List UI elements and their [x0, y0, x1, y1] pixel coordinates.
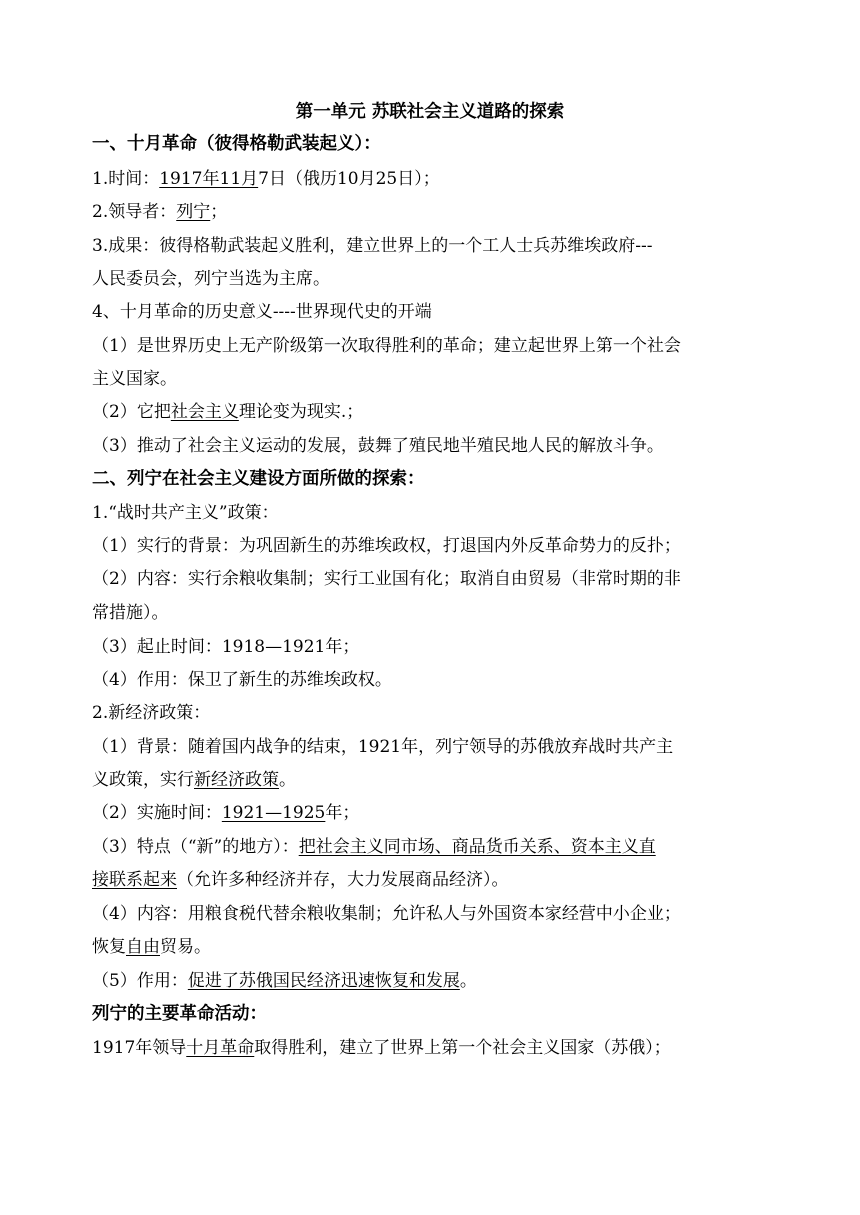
- activity-underlined: 十月革命: [186, 1038, 255, 1058]
- nep2-underlined: 1921—1925: [221, 803, 326, 823]
- significance-1-line-1: （1）是世界历史上无产阶级第一次取得胜利的革命；建立起世界上第一个社会: [92, 336, 681, 356]
- nep3-underlined-2: 接联系起来: [92, 870, 177, 890]
- nep1-prefix: 义政策，实行: [92, 770, 194, 790]
- leader-prefix: 2.领导者：: [92, 202, 177, 222]
- nep-heading: 2.新经济政策：: [92, 703, 211, 723]
- significance-3: （3）推动了社会主义运动的发展，鼓舞了殖民地半殖民地人民的解放斗争。: [92, 436, 664, 456]
- leader-underlined: 列宁: [176, 202, 211, 222]
- time-line: [92, 168, 440, 190]
- nep-2: [92, 802, 359, 824]
- war-communism-heading: 1.“战时共产主义”政策：: [92, 503, 279, 523]
- nep3-suffix: （允许多种经济并存，大力发展商品经济）。: [177, 870, 509, 890]
- significance-2: [92, 401, 363, 423]
- time-prefix: 1.时间：: [92, 169, 160, 189]
- significance-1-line-2: 主义国家。: [92, 369, 177, 389]
- nep-3-line-2: [92, 869, 509, 891]
- leader-suffix: ；: [210, 202, 228, 222]
- nep-1-line-1: （1）背景：随着国内战争的结束，1921年，列宁领导的苏俄放弃战时共产主: [92, 737, 674, 757]
- nep4-suffix: 贸易。: [160, 937, 211, 957]
- nep3-underlined-1: 把社会主义同市场、商品货币关系、资本主义直: [298, 837, 656, 857]
- section-heading-lenin-activities: 列宁的主要革命活动：: [92, 1004, 267, 1024]
- nep2-suffix: 年；: [325, 803, 360, 823]
- war-communism-4: （4）作用：保卫了新生的苏维埃政权。: [92, 670, 392, 690]
- nep3-prefix: （3）特点（“新”的地方）：: [92, 837, 299, 857]
- sig2-prefix: （2）它把: [92, 402, 171, 422]
- nep-5: [92, 970, 477, 992]
- nep-3-line-1: [92, 836, 656, 858]
- nep4-underlined: 自由: [126, 937, 160, 957]
- result-line-1: 3.成果：彼得格勒武装起义胜利，建立世界上的一个工人士兵苏维埃政府---: [92, 236, 653, 256]
- nep5-underlined: 促进了苏俄国民经济迅速恢复和发展: [187, 971, 460, 991]
- activity-suffix: 取得胜利，建立了世界上第一个社会主义国家（苏俄）；: [254, 1038, 671, 1058]
- lenin-activity-line: [92, 1037, 671, 1059]
- nep-4-line-1: （4）内容：用粮食税代替余粮收集制；允许私人与外国资本家经营中小企业；: [92, 904, 681, 924]
- nep2-prefix: （2）实施时间：: [92, 803, 222, 823]
- significance-heading: 4、十月革命的历史意义----世界现代史的开端: [92, 302, 432, 322]
- war-communism-2-line-2: 常措施）。: [92, 603, 169, 623]
- nep1-suffix: 。: [279, 770, 296, 790]
- time-underlined: 1917年11月: [159, 169, 259, 189]
- war-communism-2-line-1: （2）内容：实行余粮收集制；实行工业国有化；取消自由贸易（非常时期的非: [92, 569, 681, 589]
- time-suffix: 7日（俄历10月25日）；: [258, 169, 440, 189]
- nep-4-line-2: [92, 936, 211, 958]
- nep-1-line-2: [92, 769, 296, 791]
- war-communism-3: （3）起止时间：1918—1921年；: [92, 637, 360, 657]
- page-title: 第一单元 苏联社会主义道路的探索: [295, 102, 565, 122]
- section-heading-october-revolution: 一、十月革命（彼得格勒武装起义）：: [92, 134, 381, 154]
- sig2-underlined: 社会主义: [170, 402, 239, 422]
- leader-line: [92, 201, 227, 223]
- nep4-prefix: 恢复: [92, 937, 126, 957]
- war-communism-1: （1）实行的背景：为巩固新生的苏维埃政权，打退国内外反革命势力的反扑；: [92, 536, 681, 556]
- nep1-underlined: 新经济政策: [194, 770, 279, 790]
- section-heading-lenin-exploration: 二、列宁在社会主义建设方面所做的探索：: [92, 469, 425, 489]
- sig2-suffix: 理论变为现实.；: [238, 402, 364, 422]
- result-line-2: 人民委员会，列宁当选为主席。: [92, 269, 330, 289]
- nep5-suffix: 。: [459, 971, 477, 991]
- nep5-prefix: （5）作用：: [92, 971, 188, 991]
- activity-prefix: 1917年领导: [92, 1038, 187, 1058]
